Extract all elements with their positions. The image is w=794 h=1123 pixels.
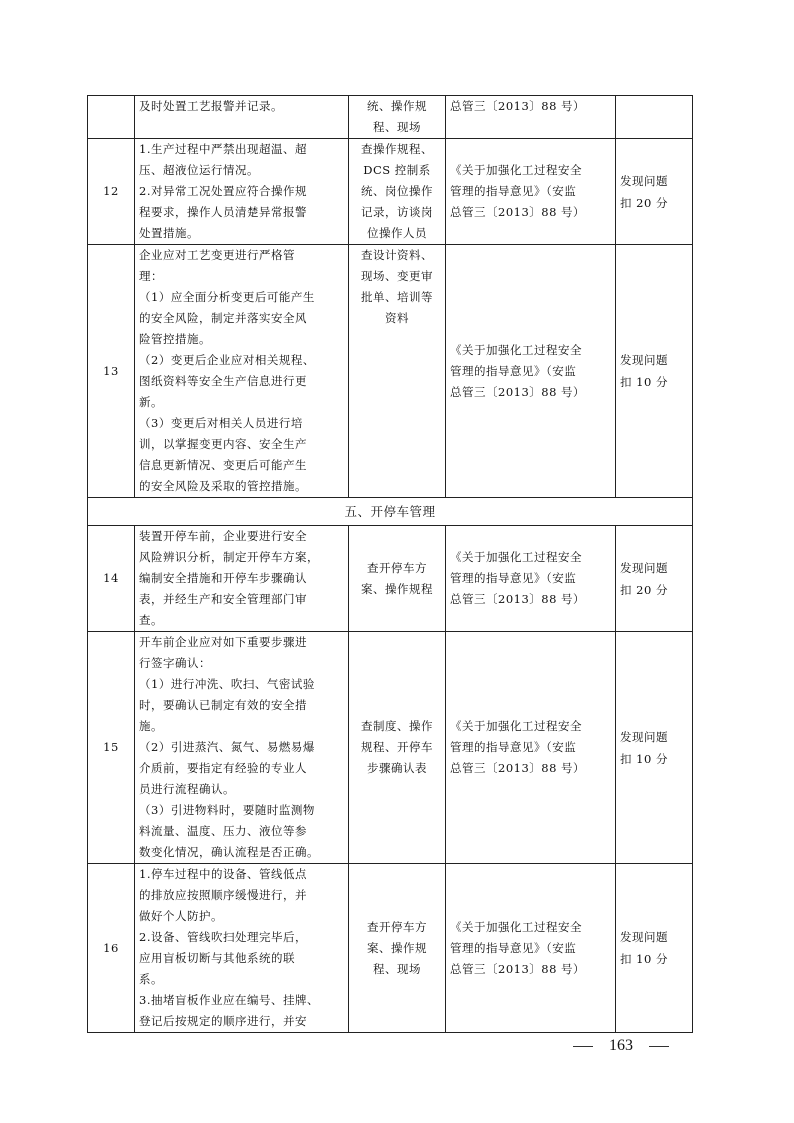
table-row: [88, 526, 693, 632]
requirement-cell: 及时处置工艺报警并记录。: [135, 96, 349, 139]
requirement-line: 表，并经生产和安全管理部门审: [139, 592, 307, 606]
method-line: 案、操作规程: [361, 581, 433, 596]
score-cell: [616, 632, 693, 864]
basis-line: 总管三〔2013〕88 号）: [450, 761, 586, 775]
score-line: 发现问题: [620, 930, 668, 944]
method-cell: [349, 864, 446, 1033]
method-line: 步骤确认表: [367, 761, 427, 775]
requirement-line: 险管控措施。: [139, 332, 211, 346]
method-line: 案、操作规: [367, 940, 427, 955]
requirement-line: 新。: [139, 395, 163, 409]
basis-line: 《关于加强化工过程安全: [450, 342, 582, 357]
score-line: 扣 20 分: [620, 582, 668, 597]
basis-line: 总管三〔2013〕88 号）: [450, 205, 586, 219]
method-line: 统、岗位操作: [361, 184, 433, 198]
score-cell: [616, 139, 693, 245]
requirement-line: 开车前企业应对如下重要步骤进: [139, 635, 307, 649]
method-line: 查设计资料、: [361, 248, 433, 262]
row-number: 16: [88, 864, 135, 1033]
table-row: [88, 139, 693, 245]
rows-group-b: [88, 526, 693, 1033]
requirement-line: 员进行流程确认。: [139, 782, 235, 796]
method-line: 资料: [385, 311, 409, 325]
requirement-cell: [135, 632, 349, 864]
method-line: 查制度、操作: [361, 719, 433, 733]
table-row: [88, 864, 693, 1033]
score-line: 发现问题: [620, 560, 668, 575]
requirement-line: 1.停车过程中的设备、管线低点: [139, 867, 307, 881]
basis-cell: 总管三〔2013〕88 号）: [446, 96, 616, 139]
basis-cell: [446, 864, 616, 1033]
score-line: 扣 10 分: [620, 375, 668, 389]
requirement-line: 的排放应按照顺序缓慢进行，并: [139, 888, 307, 902]
row-number: 15: [88, 632, 135, 864]
table-row: [88, 96, 693, 139]
requirement-line: （3）变更后对相关人员进行培: [139, 416, 303, 430]
table-row: [88, 632, 693, 864]
requirement-line: 做好个人防护。: [139, 909, 223, 923]
requirement-line: 1.生产过程中严禁出现超温、超: [139, 142, 307, 156]
method-line: 现场、变更审: [361, 269, 433, 283]
requirement-line: 2.对异常工况处置应符合操作规: [139, 184, 307, 198]
requirement-cell: [135, 526, 349, 632]
score-line: 发现问题: [620, 729, 668, 744]
score-cell: [616, 864, 693, 1033]
requirement-line: 数变化情况，确认流程是否正确。: [139, 845, 319, 859]
row-number: [88, 96, 135, 139]
requirement-line: 查。: [139, 613, 163, 627]
method-cell: [349, 245, 446, 498]
requirement-line: （1）应全面分析变更后可能产生: [139, 290, 315, 304]
basis-line: 《关于加强化工过程安全: [450, 163, 582, 177]
method-cell: [349, 632, 446, 864]
method-line: 查开停车方: [367, 560, 427, 575]
score-cell: [616, 245, 693, 498]
requirement-line: 3.抽堵盲板作业应在编号、挂牌、: [139, 993, 319, 1007]
section-row: [88, 498, 693, 526]
requirement-cell: [135, 139, 349, 245]
requirement-line: （2）变更后企业应对相关规程、: [139, 353, 315, 367]
score-line: 扣 20 分: [620, 195, 668, 210]
method-cell: [349, 139, 446, 245]
requirement-line: 介质前，要指定有经验的专业人: [139, 761, 307, 775]
row-number: 13: [88, 245, 135, 498]
requirement-line: 料流量、温度、压力、液位等参: [139, 824, 307, 838]
requirement-cell: [135, 864, 349, 1033]
requirement-line: 施。: [139, 719, 163, 733]
basis-line: 《关于加强化工过程安全: [450, 719, 582, 733]
basis-line: 管理的指导意见》（安监: [450, 184, 577, 198]
section-header-group: [88, 498, 693, 526]
method-cell: [349, 526, 446, 632]
requirement-line: （1）进行冲洗、吹扫、气密试验: [139, 677, 315, 691]
requirement-cell: [135, 245, 349, 498]
requirement-line: 应用盲板切断与其他系统的联: [139, 951, 295, 965]
requirement-line: 登记后按规定的顺序进行，并安: [139, 1014, 307, 1028]
requirement-line: 压、超液位运行情况。: [139, 163, 259, 177]
basis-line: 《关于加强化工过程安全: [450, 550, 582, 564]
requirement-line: 程要求，操作人员清楚异常报警: [139, 205, 307, 219]
method-line: DCS 控制系: [363, 163, 431, 177]
method-line: 查操作规程、: [361, 142, 433, 156]
requirement-line: （3）引进物料时，要随时监测物: [139, 803, 315, 817]
page-footer: [573, 1034, 683, 1058]
requirement-line: 的安全风险及采取的管控措施。: [139, 479, 307, 493]
table-row: [88, 245, 693, 498]
basis-cell: [446, 245, 616, 498]
basis-line: 管理的指导意见》（安监: [450, 363, 577, 378]
basis-line: 总管三〔2013〕88 号）: [450, 384, 586, 399]
row-number: 14: [88, 526, 135, 632]
requirement-line: 的安全风险，制定并落实安全风: [139, 311, 307, 325]
method-line: 规程、开停车: [361, 740, 433, 754]
requirement-line: 2.设备、管线吹扫处理完毕后，: [139, 930, 307, 944]
basis-line: 管理的指导意见》（安监: [450, 740, 577, 754]
requirement-line: 信息更新情况、变更后可能产生: [139, 458, 307, 472]
requirement-line: 系。: [139, 972, 163, 986]
score-line: 发现问题: [620, 353, 668, 367]
footer-dash-left: [573, 1046, 593, 1047]
basis-cell: [446, 632, 616, 864]
requirement-line: 时，要确认已制定有效的安全措: [139, 698, 307, 712]
footer-dash-right: [649, 1046, 669, 1047]
method-cell: 统、操作规 程、现场: [349, 96, 446, 139]
page-number: 163: [609, 1037, 633, 1054]
score-line: 扣 10 分: [620, 751, 668, 766]
basis-cell: [446, 139, 616, 245]
basis-line: 总管三〔2013〕88 号）: [450, 592, 586, 606]
requirement-line: 图纸资料等安全生产信息进行更: [139, 374, 307, 388]
section-title: 五、开停车管理: [88, 498, 693, 526]
basis-line: 管理的指导意见》（安监: [450, 940, 577, 955]
requirement-line: 处置措施。: [139, 226, 199, 240]
score-line: 发现问题: [620, 173, 668, 188]
requirement-line: 企业应对工艺变更进行严格管: [139, 248, 295, 262]
basis-line: 《关于加强化工过程安全: [450, 919, 582, 934]
row-number: 12: [88, 139, 135, 245]
method-line: 查开停车方: [367, 919, 427, 934]
basis-line: 管理的指导意见》（安监: [450, 571, 577, 585]
method-line: 记录，访谈岗: [361, 205, 433, 219]
score-cell: [616, 96, 693, 139]
score-line: 扣 10 分: [620, 952, 668, 966]
requirement-line: 训，以掌握变更内容、安全生产: [139, 437, 307, 451]
requirement-line: 理：: [139, 269, 163, 283]
requirement-line: （2）引进蒸汽、氮气、易燃易爆: [139, 740, 315, 754]
requirement-line: 行签字确认：: [139, 656, 211, 670]
rows-group-a: [88, 96, 693, 498]
requirement-line: 装置开停车前，企业要进行安全: [139, 529, 307, 543]
requirement-line: 风险辨识分析，制定开停车方案，: [139, 550, 319, 564]
method-line: 程、现场: [373, 961, 421, 976]
method-line: 批单、培训等: [361, 290, 433, 304]
basis-line: 总管三〔2013〕88 号）: [450, 961, 586, 976]
basis-cell: [446, 526, 616, 632]
requirement-line: 编制安全措施和开停车步骤确认: [139, 571, 307, 585]
method-line: 位操作人员: [367, 226, 427, 240]
score-cell: [616, 526, 693, 632]
inspection-table: [87, 95, 693, 1033]
